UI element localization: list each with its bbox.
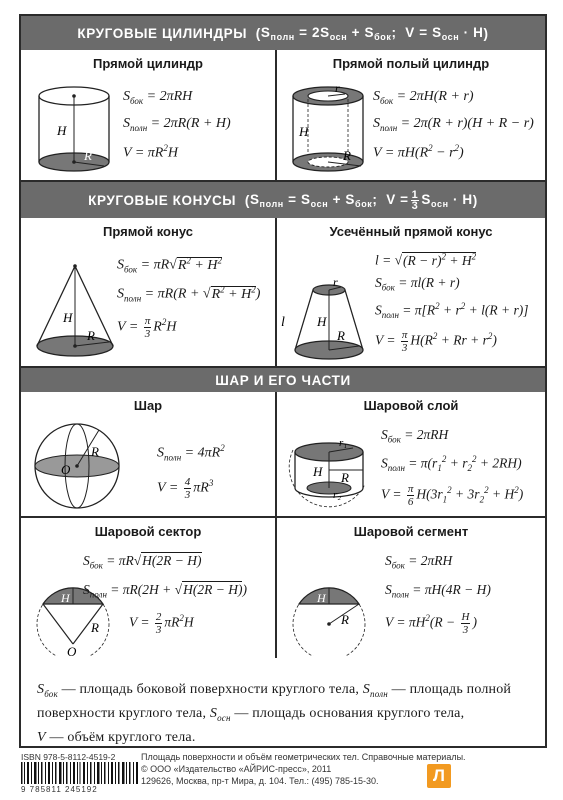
cell-truncated-cone bbox=[277, 218, 545, 368]
formula-list bbox=[373, 90, 534, 171]
svg-text:O: O bbox=[61, 462, 71, 477]
cell-title: Шар bbox=[133, 398, 163, 413]
truncated-cone-figure bbox=[281, 274, 367, 368]
svg-text:r: r bbox=[333, 275, 338, 289]
symbol: V bbox=[37, 729, 46, 745]
svg-text:r₂: r₂ bbox=[333, 489, 342, 501]
formula-volume: $V = \pi H^2(R$ − $\frac{H}{3}$ ) bbox=[385, 611, 477, 637]
section-title: КРУГОВЫЕ ЦИЛИНДРЫ bbox=[77, 25, 248, 41]
cell-title: Шаровой слой bbox=[363, 398, 459, 413]
svg-text:R: R bbox=[91, 444, 99, 459]
formula-list bbox=[117, 256, 260, 351]
cell-spherical-layer bbox=[277, 392, 545, 518]
svg-text:R: R bbox=[341, 470, 349, 485]
publisher-logo: Л bbox=[427, 764, 451, 788]
formula-total: $S_{полн} = 2\pi R(R + H)$ bbox=[123, 115, 231, 133]
ball-figure bbox=[31, 418, 127, 514]
label-H: H bbox=[57, 123, 67, 138]
symbol: S bbox=[37, 682, 45, 697]
svg-text:R: R bbox=[343, 148, 351, 163]
legend bbox=[37, 680, 537, 747]
legend-text: — площадь основания круглого тела, bbox=[230, 705, 465, 721]
svg-text:H: H bbox=[63, 310, 73, 325]
cell-hollow-cylinder bbox=[277, 50, 545, 182]
formula-list bbox=[385, 554, 491, 647]
cell-title: Усечённый прямой конус bbox=[329, 224, 493, 239]
formula-volume: $V = \pi R^2H$ bbox=[123, 142, 178, 161]
cell-spherical-segment bbox=[277, 518, 545, 658]
svg-text:H: H bbox=[317, 591, 326, 605]
svg-text:r₁: r₁ bbox=[339, 437, 348, 449]
cell-title: Прямой конус bbox=[103, 224, 193, 239]
svg-text:R: R bbox=[84, 148, 92, 163]
formula-volume: V = $\frac{\pi}{3}$ $H(R^2 + Rr + r^2)$ bbox=[375, 328, 497, 354]
footer-line-address: 129626, Москва, пр-т Мира, д. 104. Тел.: (495) 785-15-30. bbox=[141, 776, 379, 786]
formula-total: $S_{полн} = 4\pi R^2$ bbox=[157, 443, 225, 463]
formula-list bbox=[381, 428, 523, 519]
legend-text: — площадь полной поверхности круглого тела, bbox=[37, 682, 512, 721]
formula-list bbox=[123, 90, 231, 171]
section-title: ШАР И ЕГО ЧАСТИ bbox=[215, 372, 351, 388]
symbol: S bbox=[362, 682, 370, 697]
legend-text: — площадь боковой поверхности круглого тела, bbox=[57, 682, 363, 697]
formula-lateral: $S_{бок} = 2\pi RH$ bbox=[381, 427, 449, 445]
formula-lateral: $S_{бок} = 2\pi RH$ bbox=[123, 89, 193, 106]
cell-title: Прямой полый цилиндр bbox=[332, 56, 490, 71]
cell-right-cylinder bbox=[21, 50, 277, 182]
symbol-sub: бок bbox=[44, 688, 58, 699]
svg-text:R: R bbox=[87, 328, 95, 343]
cell-ball bbox=[21, 392, 277, 518]
formula-volume: V = $\frac{\pi}{3}$ $R^2H$ bbox=[117, 314, 177, 340]
formula-lateral: $S_{бок} = \pi R√R^2 + H^2$ bbox=[117, 255, 222, 275]
formula-lateral: $S_{бок} = 2\pi H(R + r)$ bbox=[373, 89, 474, 106]
formula-lateral: $S_{бок} = \pi l(R + r)$ bbox=[375, 275, 460, 293]
cone-figure bbox=[29, 260, 125, 364]
cell-title: Шаровой сектор bbox=[94, 524, 202, 539]
svg-text:H: H bbox=[61, 591, 70, 605]
svg-text:r: r bbox=[335, 81, 340, 95]
svg-text:O: O bbox=[67, 644, 77, 656]
cell-title: Прямой цилиндр bbox=[93, 56, 203, 71]
spherical-layer-figure bbox=[285, 420, 375, 516]
section-header-cylinders: КРУГОВЫЕ ЦИЛИНДРЫ ( $S_{полн} = 2S_{осн} + S_{бок}$; $V = S_{осн} \cdot H$ ) bbox=[21, 16, 545, 50]
formula-list bbox=[157, 444, 225, 512]
hollow-cylinder-figure bbox=[283, 80, 373, 180]
section-title: КРУГОВЫЕ КОНУСЫ bbox=[88, 192, 237, 208]
formula-list bbox=[83, 554, 247, 647]
reference-sheet bbox=[19, 14, 547, 748]
formula-total: $S_{полн} = 2\pi(R + r)(H + R - r)$ bbox=[373, 115, 534, 133]
cell-spherical-sector bbox=[21, 518, 277, 658]
symbol: S bbox=[209, 705, 218, 721]
symbol-sub: осн bbox=[217, 712, 231, 723]
svg-text:R: R bbox=[91, 620, 99, 635]
symbol-sub: полн bbox=[370, 688, 388, 699]
cell-title: Шаровой сегмент bbox=[353, 524, 469, 539]
formula-total: $S_{полн} = \pi H(4R - H)$ bbox=[385, 581, 491, 600]
footer-line-copyright: © ООО «Издательство «АЙРИС-пресс», 2011 bbox=[141, 764, 332, 774]
isbn: ISBN 978-5-8112-4519-2 bbox=[21, 752, 116, 762]
formula-total: $S_{полн} = \pi(r_1^2 + r_2^2 + 2RH)$ bbox=[381, 453, 522, 473]
section-header-sphere bbox=[21, 368, 545, 392]
formula-list bbox=[375, 252, 528, 365]
svg-text:l: l bbox=[281, 315, 285, 330]
svg-text:H: H bbox=[299, 124, 309, 139]
legend-text: — объём круглого тела. bbox=[45, 729, 196, 745]
formula-lateral: $S_{бок} = \pi R√H(2R - H)$ bbox=[83, 553, 202, 571]
svg-text:R: R bbox=[341, 612, 349, 627]
footer bbox=[19, 752, 547, 796]
svg-text:R: R bbox=[337, 328, 345, 343]
barcode bbox=[21, 762, 139, 784]
formula-total: $S_{полн} = \pi R(R + √R^2 + H^2)$ bbox=[117, 284, 261, 304]
formula-volume: V = $\frac{2}{3}$ $\pi R^2H$ bbox=[129, 611, 194, 637]
spherical-segment-figure bbox=[287, 580, 383, 656]
footer-line-title: Площадь поверхности и объём геометрических тел. Справочные материалы. bbox=[141, 752, 466, 762]
section-header-cones: КРУГОВЫЕ КОНУСЫ ( $S_{полн} = S_{осн} + S_{бок}$; V = $\frac{1}{3}$ $S_{осн} \cdot H$ ) bbox=[21, 182, 545, 218]
cell-right-cone bbox=[21, 218, 277, 368]
barcode-number: 9 785811 245192 bbox=[21, 785, 98, 794]
formula-volume: $V = \pi H(R^2 - r^2)$ bbox=[373, 142, 464, 161]
formula-lateral: $S_{бок} = 2\pi RH$ bbox=[385, 553, 453, 571]
formula-volume: V = $\frac{4}{3}$ $\pi R^3$ bbox=[157, 476, 214, 502]
formula-slant: $l = √(R - r)^2 + H^2$ bbox=[375, 251, 477, 268]
formula-total: $S_{полн} = \pi[R^2 + r^2 + l(R + r)]$ bbox=[375, 300, 529, 320]
formula-total: $S_{полн} = \pi R(2H + √H(2R - H))$ bbox=[83, 581, 247, 600]
svg-text:H: H bbox=[317, 314, 327, 329]
cylinder-figure bbox=[29, 80, 119, 180]
formula-volume: V = $\frac{\pi}{6}$ $H(3r_1^2 + 3r_2^2 + H^2)$ bbox=[381, 482, 524, 508]
svg-text:H: H bbox=[313, 464, 323, 479]
